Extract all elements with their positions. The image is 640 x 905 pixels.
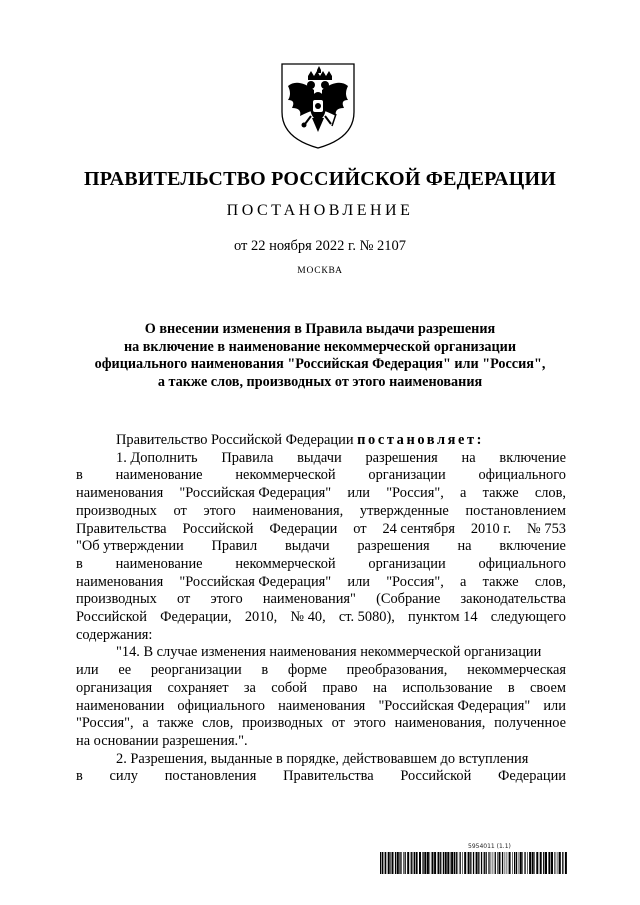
body-word: в xyxy=(76,555,83,572)
body-word: ст. 5080), xyxy=(338,609,395,626)
body-word: или xyxy=(347,485,370,502)
body-word: полученное xyxy=(494,715,566,732)
body-word: Правительства xyxy=(76,520,167,537)
government-title: ПРАВИТЕЛЬСТВО РОССИЙСКОЙ ФЕДЕРАЦИИ xyxy=(84,168,556,190)
body-word: на xyxy=(372,679,388,696)
body-word: пунктом 14 xyxy=(408,609,478,626)
body-word: официального xyxy=(177,697,265,714)
body-word: "Россия", xyxy=(386,485,444,502)
body-word: "Россия", xyxy=(386,573,444,590)
body-word: Федерации xyxy=(269,520,338,537)
barcode-bar xyxy=(382,852,383,874)
barcode-bar xyxy=(527,852,528,874)
body-word: "Россия", xyxy=(76,715,134,732)
body-line xyxy=(76,627,566,645)
barcode-bar xyxy=(424,852,426,874)
body-word: выдачи xyxy=(297,449,342,466)
body-line xyxy=(76,644,566,662)
body-word: выдачи xyxy=(284,538,330,555)
barcode-bar xyxy=(399,852,400,874)
body-word: утвержденные xyxy=(359,502,449,519)
body-line xyxy=(76,591,566,609)
body-word: наименовании xyxy=(76,697,165,714)
body-word: а xyxy=(460,573,467,590)
barcode-bar xyxy=(434,852,436,874)
barcode-bar xyxy=(497,852,498,874)
barcode-bar xyxy=(416,852,418,874)
body-line xyxy=(76,432,566,450)
barcode-bar xyxy=(384,852,385,874)
barcode-bar xyxy=(536,852,538,874)
barcode-bar xyxy=(559,852,561,874)
body-word: наименования, xyxy=(394,715,486,732)
barcode-bar xyxy=(478,852,479,874)
body-word: или xyxy=(76,662,99,679)
body-word: наименования xyxy=(278,697,366,714)
body-word: "Об утверждении xyxy=(76,538,184,555)
body-word: реорганизации xyxy=(150,662,242,679)
barcode-bar xyxy=(558,852,559,874)
barcode-bar xyxy=(545,852,547,874)
body-word: сохраняет xyxy=(167,679,229,696)
body-line xyxy=(76,733,566,751)
document-subject xyxy=(70,321,570,391)
body-word: от xyxy=(331,715,345,732)
body-word: в xyxy=(76,467,83,484)
body-word: Правил xyxy=(211,538,258,555)
barcode-bar xyxy=(445,852,447,874)
barcode-bar xyxy=(507,852,508,874)
barcode-bar xyxy=(419,852,421,874)
body-line xyxy=(76,503,566,521)
barcode-bar xyxy=(512,852,513,874)
body-word: законодательства xyxy=(460,591,566,608)
body-word: № 753 xyxy=(527,520,566,537)
barcode-bar xyxy=(502,852,503,874)
barcode-bar xyxy=(516,852,517,874)
body-word: разрешения xyxy=(357,538,430,555)
body-word: за xyxy=(243,679,256,696)
barcode-bar xyxy=(556,852,557,874)
body-word: на xyxy=(457,538,472,555)
body-word: собой xyxy=(271,679,308,696)
body-word: Российской xyxy=(182,520,254,537)
barcode-bar xyxy=(529,852,531,874)
body-word: официального xyxy=(478,467,566,484)
body-word: а xyxy=(460,485,467,502)
body-word: следующего xyxy=(490,609,566,626)
body-word: слов, xyxy=(202,715,234,732)
body-line xyxy=(76,751,566,769)
body-word: использование xyxy=(402,679,493,696)
body-word: "Российская Федерация" xyxy=(179,485,332,502)
barcode-bar xyxy=(403,852,404,874)
body-line xyxy=(76,698,566,716)
barcode-bar xyxy=(509,852,511,874)
barcode-bar xyxy=(540,852,542,874)
body-word: Российской xyxy=(76,609,147,626)
barcode-bar xyxy=(447,852,449,874)
barcode-bar xyxy=(520,852,522,874)
body-word: Правительства xyxy=(283,768,374,785)
document-type: ПОСТАНОВЛЕНИЕ xyxy=(226,202,414,219)
barcode-bar xyxy=(565,852,567,874)
body-word: некоммерческой xyxy=(235,555,336,572)
body-word: 24 сентября xyxy=(382,520,455,537)
body-word: право xyxy=(322,679,358,696)
body-word: или xyxy=(347,573,370,590)
body-word: преобразования, xyxy=(346,662,448,679)
barcode-bar xyxy=(432,852,434,874)
body-line xyxy=(76,768,566,786)
body-word: содержания: xyxy=(76,626,153,643)
barcode-bar xyxy=(532,852,534,874)
barcode-bar xyxy=(443,852,444,874)
barcode-icon xyxy=(380,852,568,874)
document-date-number: от 22 ноября 2022 г. № 2107 xyxy=(233,238,407,254)
body-line xyxy=(76,609,566,627)
barcode-bar xyxy=(493,852,494,874)
body-word: официального xyxy=(478,555,566,572)
barcode-bar xyxy=(401,852,402,874)
body-word: производных xyxy=(76,502,157,519)
body-word: в xyxy=(507,679,515,696)
barcode-bar xyxy=(380,852,381,874)
barcode-bar xyxy=(481,852,482,874)
body-word: слов, xyxy=(534,573,566,590)
body-word: также xyxy=(157,715,194,732)
body-word: также xyxy=(482,573,519,590)
body-word: (Собрание xyxy=(376,591,441,608)
body-word: ее xyxy=(118,662,132,679)
body-line xyxy=(76,715,566,733)
body-word: включение xyxy=(499,538,566,555)
body-word: "14. В случае изменения наименования некоммерческой организации xyxy=(116,644,542,661)
barcode-bar xyxy=(456,852,457,874)
body-word: также xyxy=(482,485,519,502)
body-word: от xyxy=(173,502,187,519)
body-word: этого xyxy=(353,715,386,732)
subject-line: официального наименования "Российская Федерация" или "Россия", xyxy=(94,356,546,372)
body-word: наименования xyxy=(76,485,164,502)
barcode-bar xyxy=(499,852,501,874)
body-word: 1. Дополнить xyxy=(116,449,198,466)
barcode-bar xyxy=(392,852,394,874)
barcode-bar xyxy=(388,852,390,874)
body-word: № 40, xyxy=(290,609,326,626)
document-city: МОСКВА xyxy=(297,266,343,276)
body-word: 2. Разрешения, выданные в порядке, действовавшем до вступления xyxy=(116,750,529,767)
body-word: 2010 г. xyxy=(470,520,512,537)
body-word: производных xyxy=(242,715,323,732)
barcode-bar xyxy=(489,852,490,874)
barcode-bar xyxy=(430,852,431,874)
body-word: наименования, xyxy=(252,502,344,519)
barcode-bar xyxy=(458,852,459,874)
body-text: Правительство Российской Федерации xyxy=(116,432,358,448)
body-word: от xyxy=(177,591,191,608)
barcode-bar xyxy=(390,852,391,874)
barcode-bar xyxy=(438,852,440,874)
body-word: или xyxy=(543,697,566,714)
barcode-bar xyxy=(495,852,496,874)
barcode-bar xyxy=(385,852,386,874)
body-line xyxy=(76,680,566,698)
subject-line: а также слов, производных от этого наименования xyxy=(157,373,483,390)
barcode-bar xyxy=(543,852,544,874)
body-line xyxy=(76,521,566,539)
body-line xyxy=(76,574,566,592)
barcode-bar xyxy=(514,852,515,874)
barcode-bar xyxy=(473,852,474,874)
barcode-bar xyxy=(534,852,535,874)
body-word: наименования" xyxy=(262,591,356,608)
barcode-bar xyxy=(397,852,399,874)
barcode-bar xyxy=(562,852,563,874)
body-word: этого xyxy=(210,591,243,608)
body-line xyxy=(76,556,566,574)
barcode-bar xyxy=(505,852,506,874)
decree-word: постановляет: xyxy=(357,432,485,448)
barcode-bar xyxy=(454,852,455,874)
barcode-bar xyxy=(524,852,525,874)
body-word: силу xyxy=(109,768,138,785)
body-word: в xyxy=(76,768,83,785)
body-word: организации xyxy=(368,467,446,484)
barcode-bar xyxy=(551,852,553,874)
barcode-bar xyxy=(405,852,406,874)
body-word: слов, xyxy=(534,485,566,502)
barcode-bar xyxy=(484,852,485,874)
barcode-bar xyxy=(460,852,461,874)
barcode-bar xyxy=(450,852,451,874)
subject-line: О внесении изменения в Правила выдачи разрешения xyxy=(144,321,496,337)
barcode-bar xyxy=(451,852,453,874)
barcode-bar xyxy=(491,852,492,874)
barcode-bar xyxy=(411,852,412,874)
body-word: постановлением xyxy=(465,502,566,519)
body-word: в xyxy=(261,662,269,679)
body-word: а xyxy=(142,715,149,732)
subject-line: на включение в наименование некоммерческой организации xyxy=(123,338,517,355)
body-word: на xyxy=(461,449,476,466)
body-word: Федерации xyxy=(498,768,566,785)
russian-coat-of-arms-emblem xyxy=(278,60,358,150)
body-line xyxy=(76,538,566,556)
body-word: включение xyxy=(499,449,566,466)
barcode-bar xyxy=(464,852,466,874)
barcode-bar xyxy=(422,852,423,874)
body-word: разрешения xyxy=(365,449,438,466)
body-word: некоммерческой xyxy=(235,467,336,484)
barcode-bar xyxy=(414,852,415,874)
body-line xyxy=(76,662,566,680)
body-word: некоммерческая xyxy=(467,662,566,679)
body-word: постановления xyxy=(164,768,257,785)
body-line xyxy=(76,450,566,468)
body-word: производных xyxy=(76,591,157,608)
body-word: наименование xyxy=(115,555,203,572)
barcode-bar xyxy=(522,852,523,874)
body-word: организация xyxy=(76,679,153,696)
body-word: наименование xyxy=(115,467,203,484)
barcode-bar xyxy=(554,852,555,874)
barcode-bar xyxy=(486,852,487,874)
body-word: наименования xyxy=(76,573,164,590)
barcode-bar xyxy=(548,852,550,874)
barcode-bar xyxy=(407,852,409,874)
body-word: организации xyxy=(368,555,446,572)
body-word: форме xyxy=(287,662,327,679)
barcode-bar xyxy=(519,852,520,874)
body-word: Правила xyxy=(221,449,274,466)
barcode-bar xyxy=(427,852,429,874)
barcode-bar xyxy=(440,852,441,874)
body-word: своем xyxy=(530,679,566,696)
body-word: "Российская Федерация" xyxy=(378,697,531,714)
barcode-label: 5954011 (1.1) xyxy=(468,843,511,850)
barcode-bar xyxy=(395,852,396,874)
barcode-bar xyxy=(488,852,489,874)
body-word: "Российская Федерация" xyxy=(179,573,332,590)
body-word: этого xyxy=(203,502,236,519)
body-word: Российской xyxy=(400,768,472,785)
body-line xyxy=(76,485,566,503)
barcode-bar xyxy=(468,852,470,874)
body-word: от xyxy=(353,520,367,537)
body-word: на основании разрешения.". xyxy=(76,732,248,749)
barcode-bar xyxy=(476,852,478,874)
barcode-bar xyxy=(413,852,414,874)
body-line xyxy=(76,467,566,485)
document-body xyxy=(76,432,566,786)
body-word: 2010, xyxy=(244,609,278,626)
body-word: Федерации, xyxy=(160,609,232,626)
barcode-bar xyxy=(470,852,471,874)
barcode-bar xyxy=(462,852,463,874)
